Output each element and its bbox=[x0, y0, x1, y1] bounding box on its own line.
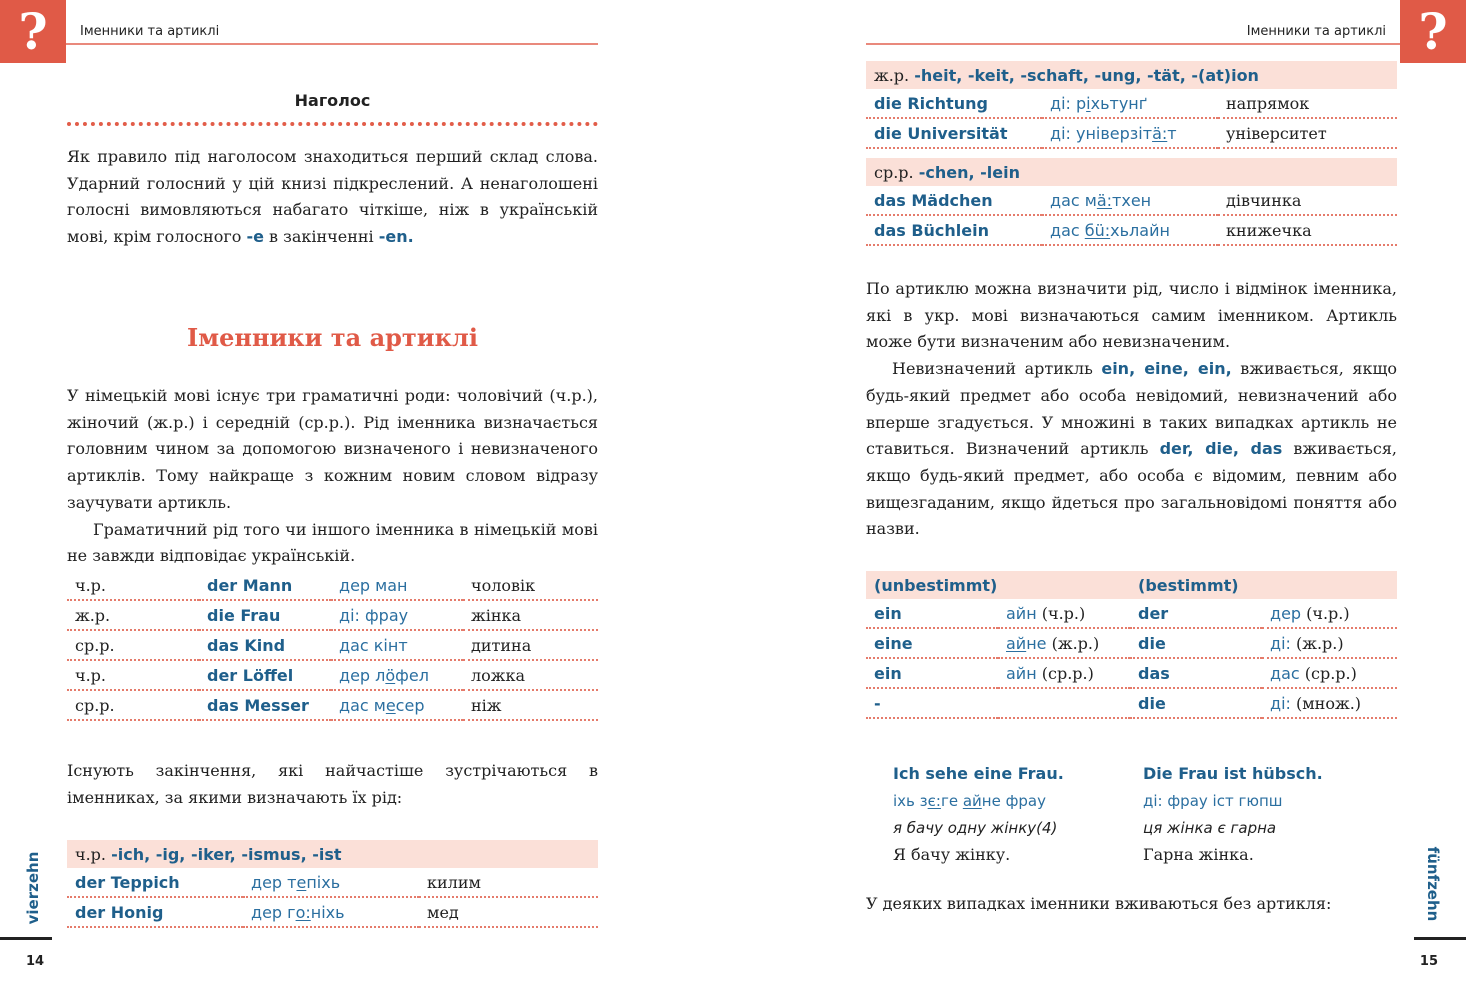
example-translation-1: Я бачу жінку. bbox=[893, 845, 1011, 864]
pronunciation: дас кінт bbox=[331, 630, 463, 660]
translation: книжечка bbox=[1218, 215, 1397, 245]
example-pron-2: ді: фрау іст гюпш bbox=[1143, 791, 1283, 810]
german-word: das Messer bbox=[199, 690, 331, 720]
indefinite-article: ein bbox=[866, 658, 998, 688]
header-rule bbox=[66, 43, 598, 45]
table-row bbox=[866, 599, 1397, 628]
german-word: der Löffel bbox=[199, 660, 331, 690]
dotted-divider bbox=[67, 122, 598, 126]
translation: жінка bbox=[463, 600, 598, 630]
example-literal-1: я бачу одну жінку(4) bbox=[893, 818, 1058, 837]
running-header: Іменники та артиклі bbox=[80, 24, 220, 39]
table-row bbox=[866, 89, 1397, 118]
table-header-row: ч.р. -ich, -ig, -iker, -ismus, -ist bbox=[67, 840, 598, 868]
unbestimmt-header: (unbestimmt) bbox=[866, 571, 1130, 599]
table-row bbox=[67, 897, 598, 927]
indefinite-pron: айне (ж.р.) bbox=[998, 628, 1130, 658]
table-row bbox=[866, 628, 1397, 658]
stress-section bbox=[67, 91, 598, 251]
section-title: Іменники та артиклі bbox=[187, 323, 478, 352]
example-german-1: Ich sehe eine Frau. bbox=[893, 764, 1064, 783]
definite-article: der bbox=[1130, 599, 1262, 628]
gender-cell: ср.р. bbox=[67, 690, 199, 720]
table-header-row bbox=[866, 571, 1397, 599]
pronunciation: дас бü:хьлайн bbox=[1042, 215, 1218, 245]
definite-pron: ді: (ж.р.) bbox=[1262, 628, 1397, 658]
article-paragraph-2: Невизначений артикль ein, eine, ein, вживається, якщо будь-який предмет або особа невідомий, невизначений або вперше згадується. У множині в таких випадках артикль не ставиться. Визначений артикль der, die, das вживається, якщо будь-який предмет, або особа є відомим, певним або вищезгаданим, якщо йдеться про загальновідомі поняття або назви. bbox=[866, 359, 1398, 539]
running-header: Іменники та артиклі bbox=[1246, 24, 1386, 39]
example-translation-2: Гарна жінка. bbox=[1143, 845, 1254, 864]
german-word: die Frau bbox=[199, 600, 331, 630]
table-row bbox=[67, 600, 598, 630]
table-row bbox=[67, 660, 598, 690]
gender-text bbox=[67, 383, 598, 570]
page-side-label: vierzehn bbox=[24, 851, 42, 925]
right-page bbox=[733, 0, 1466, 1000]
example-german-2: Die Frau ist hübsch. bbox=[1143, 764, 1323, 783]
definite-pron: ді: (множ.) bbox=[1262, 688, 1397, 718]
article-text bbox=[866, 276, 1397, 543]
closing-text bbox=[866, 891, 1397, 918]
translation: килим bbox=[419, 868, 598, 897]
german-word: das Kind bbox=[199, 630, 331, 660]
german-word: der Teppich bbox=[67, 868, 243, 897]
definite-article: die bbox=[1130, 688, 1262, 718]
feminine-endings-table bbox=[866, 61, 1397, 149]
german-word: der Mann bbox=[199, 571, 331, 600]
footer-rule bbox=[1414, 937, 1466, 940]
pronunciation: дер го:ніхь bbox=[243, 897, 419, 927]
german-word: der Honig bbox=[67, 897, 243, 927]
indefinite-article: ein bbox=[866, 599, 998, 628]
stress-paragraph: Як правило під наголосом знаходиться перший склад слова. Ударний голосний у цій книзі підкреслений. А ненаголошені голосні вимовляються набагато чіткіше, ніж в українській мові, крім голосного -e в закінченні -en. bbox=[67, 147, 598, 247]
translation: дівчинка bbox=[1218, 186, 1397, 215]
bestimmt-header: (bestimmt) bbox=[1130, 571, 1397, 599]
pronunciation: дас месер bbox=[331, 690, 463, 720]
gender-cell: ср.р. bbox=[67, 630, 199, 660]
pronunciation: дер лöфел bbox=[331, 660, 463, 690]
pronunciation: ді: ріхьтунґ bbox=[1042, 89, 1218, 118]
definite-article: die bbox=[1130, 628, 1262, 658]
table-row bbox=[866, 688, 1397, 718]
translation: напрямок bbox=[1218, 89, 1397, 118]
question-mark-icon: ? bbox=[0, 0, 66, 63]
page-side-label: fünfzehn bbox=[1424, 846, 1442, 922]
definite-pron: дер (ч.р.) bbox=[1262, 599, 1397, 628]
indefinite-pron: айн (ср.р.) bbox=[998, 658, 1130, 688]
example-sentences bbox=[893, 760, 1393, 868]
translation: університет bbox=[1218, 118, 1397, 148]
article-table bbox=[866, 571, 1397, 719]
table-row bbox=[866, 118, 1397, 148]
page-number: 15 bbox=[1419, 954, 1438, 969]
header-rule bbox=[866, 43, 1400, 45]
german-word: das Mädchen bbox=[866, 186, 1042, 215]
definite-article: das bbox=[1130, 658, 1262, 688]
gender-paragraph-1: У німецькій мові існує три граматичні роди: чоловічий (ч.р.), жіночий (ж.р.) і середній (ср.р.). Рід іменника визначається головним чином за допомогою визначеного і невизначеного артиклів. Тому найкраще з кожним новим словом відразу заучувати артикль. bbox=[67, 386, 598, 512]
gender-paragraph-2: Граматичний рід того чи іншого іменника в німецькій мові не завжди відповідає українській. bbox=[67, 519, 598, 566]
gender-cell: ч.р. bbox=[67, 571, 199, 600]
page-number: 14 bbox=[26, 954, 45, 969]
table-header-row: ср.р. -chen, -lein bbox=[866, 158, 1397, 186]
article-paragraph-1: По артиклю можна визначити рід, число і відмінок іменника, які в укр. мові визначаються самим іменником. Артикль може бути визначеним або невизначеним. bbox=[866, 279, 1397, 352]
pronunciation: дер ман bbox=[331, 571, 463, 600]
neuter-endings-table bbox=[866, 158, 1397, 246]
translation: ложка bbox=[463, 660, 598, 690]
translation: ніж bbox=[463, 690, 598, 720]
example-pron-1: іхь зє:ге айне фрау bbox=[893, 791, 1046, 810]
german-word: die Richtung bbox=[866, 89, 1042, 118]
translation: мед bbox=[419, 897, 598, 927]
indefinite-article: eine bbox=[866, 628, 998, 658]
table-row bbox=[67, 571, 598, 600]
german-word: die Universität bbox=[866, 118, 1042, 148]
table-row bbox=[67, 868, 598, 897]
pronunciation: дер тепіхь bbox=[243, 868, 419, 897]
nouns-section bbox=[67, 323, 598, 352]
table-row bbox=[866, 186, 1397, 215]
pronunciation: дас мä:тхен bbox=[1042, 186, 1218, 215]
pronunciation: ді: фрау bbox=[331, 600, 463, 630]
example-literal-2: ця жінка є гарна bbox=[1143, 818, 1277, 837]
indefinite-article: - bbox=[866, 688, 998, 718]
footer-rule bbox=[0, 937, 52, 940]
question-mark-icon: ? bbox=[1400, 0, 1466, 63]
closing-paragraph: У деяких випадках іменники вживаються без артикля: bbox=[866, 894, 1332, 913]
gender-cell: ж.р. bbox=[67, 600, 199, 630]
definite-pron: дас (ср.р.) bbox=[1262, 658, 1397, 688]
translation: дитина bbox=[463, 630, 598, 660]
table-row bbox=[866, 215, 1397, 245]
translation: чоловік bbox=[463, 571, 598, 600]
table-row bbox=[866, 658, 1397, 688]
indefinite-pron: айн (ч.р.) bbox=[998, 599, 1130, 628]
gender-cell: ч.р. bbox=[67, 660, 199, 690]
stress-heading: Наголос bbox=[294, 91, 371, 110]
endings-paragraph: Існують закінчення, які найчастіше зустрічаються в іменниках, за якими визначають їх рід: bbox=[67, 761, 598, 807]
masculine-endings-table bbox=[67, 840, 598, 928]
indefinite-pron bbox=[998, 688, 1130, 718]
table-header-row: ж.р. -heit, -keit, -schaft, -ung, -tät, -(at)ion bbox=[866, 61, 1397, 89]
endings-text bbox=[67, 758, 598, 811]
table-row bbox=[67, 690, 598, 720]
german-word: das Büchlein bbox=[866, 215, 1042, 245]
gender-table bbox=[67, 571, 598, 721]
table-row bbox=[67, 630, 598, 660]
pronunciation: ді: універзітä:т bbox=[1042, 118, 1218, 148]
